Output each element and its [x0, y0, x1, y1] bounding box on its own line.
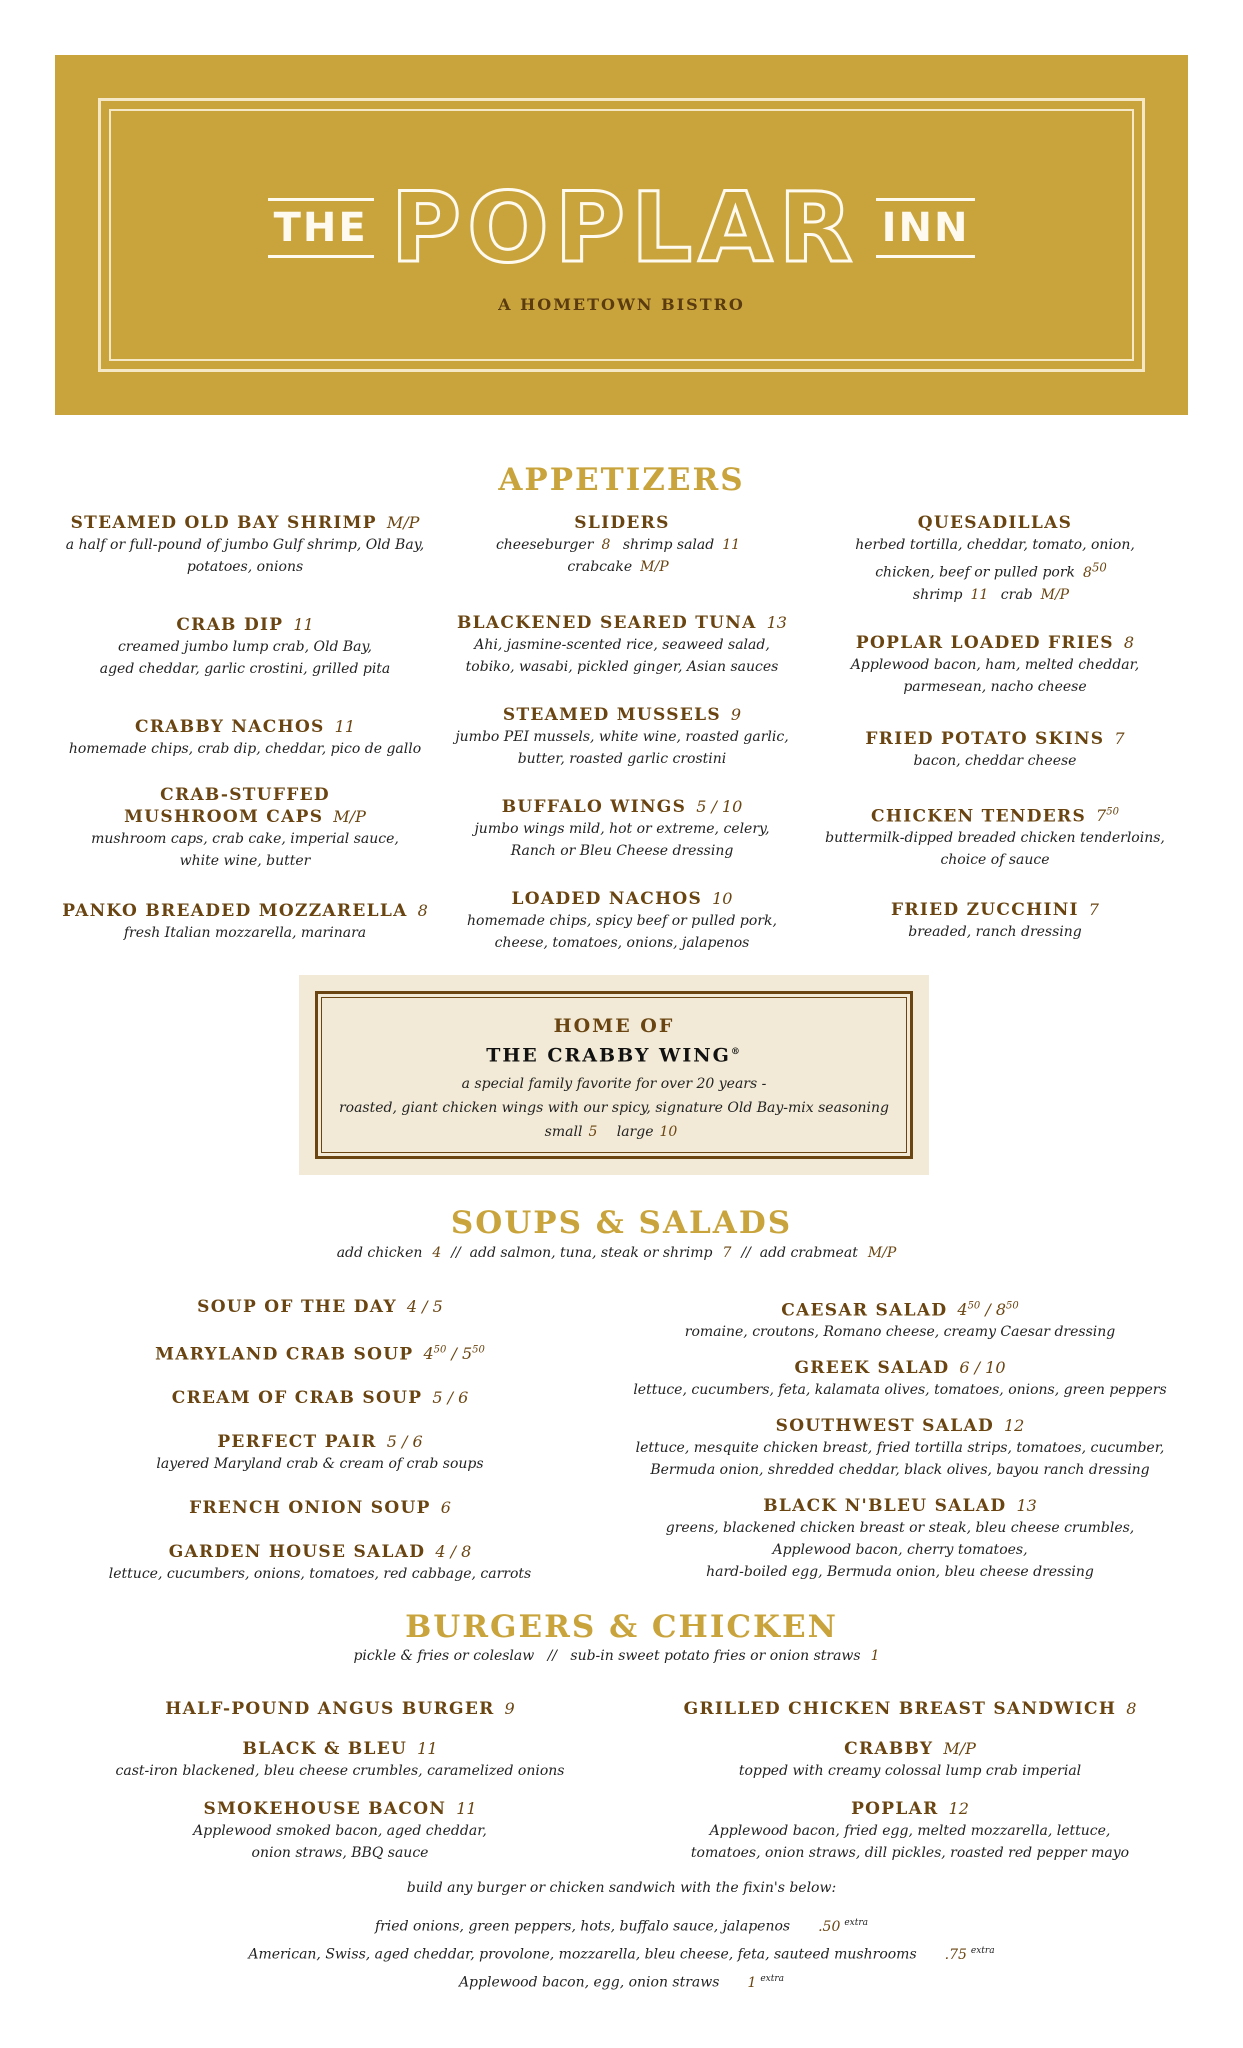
item-name: CREAM OF CRAB SOUP — [171, 1388, 423, 1409]
item-desc: choice of sauce — [940, 851, 1050, 868]
addon-price: 7 — [722, 1245, 732, 1261]
item-name: SOUP OF THE DAY — [197, 1297, 397, 1317]
item-name: QUESADILLAS — [917, 513, 1073, 533]
menu-item — [620, 1296, 1180, 1343]
logo — [55, 172, 1188, 284]
appetizers-title: APPETIZERS — [498, 462, 745, 498]
menu-item — [650, 1698, 1170, 1720]
item-price: 11 — [293, 615, 314, 634]
menu-item — [60, 900, 430, 944]
item-name: GARDEN HOUSE SALAD — [168, 1542, 426, 1563]
menu-item — [80, 1738, 600, 1782]
item-name: LOADED NACHOS — [511, 889, 703, 909]
slider-option: cheeseburger — [495, 537, 594, 553]
fixins-row — [0, 1946, 1243, 1963]
item-desc: lettuce, mesquite chicken breast, fried tortilla strips, tomatoes, cucumber, — [635, 1440, 1165, 1457]
slider-option: shrimp salad — [622, 537, 715, 553]
item-name: CRAB DIP — [176, 615, 284, 635]
soups-right-col — [620, 1296, 1180, 1583]
fixin-options: fried onions, green peppers, hots, buffalo sauce, jalapenos — [374, 1918, 791, 1935]
item-name: BLACKENED SEARED TUNA — [457, 613, 757, 633]
menu-item — [60, 512, 430, 578]
item-desc: topped with creamy colossal lump crab imperial — [738, 1763, 1082, 1779]
item-price: 12 — [1004, 1416, 1025, 1436]
size-label: large — [616, 1124, 654, 1141]
menu-item — [810, 728, 1180, 772]
item-name: CAESAR SALAD — [781, 1300, 948, 1321]
separator: // — [741, 1245, 751, 1261]
fixin-price: 1 — [747, 1974, 757, 1991]
item-price: 7 — [1114, 728, 1125, 748]
side-info: pickle & fries or coleslaw — [353, 1648, 535, 1664]
menu-item — [100, 1387, 540, 1409]
item-price — [1096, 806, 1119, 825]
menu-item — [440, 512, 804, 578]
size-price: 5 — [588, 1124, 598, 1141]
addon-price: 4 — [432, 1245, 442, 1261]
fixin-price: .75 — [944, 1946, 967, 1963]
item-price: 4 / 5 — [406, 1297, 443, 1316]
sliders-line-2 — [440, 556, 804, 578]
registered-mark: ® — [730, 1047, 742, 1057]
fixins-row — [0, 1918, 1243, 1935]
item-price: 5 / 6 — [432, 1388, 469, 1408]
item-desc: layered Maryland crab & cream of crab soups — [156, 1456, 484, 1473]
item-desc: bacon, cheddar cheese — [913, 752, 1077, 769]
addon-label: add chicken — [336, 1245, 423, 1261]
soups-addons — [0, 1245, 1243, 1261]
item-desc: potatoes, onions — [186, 559, 304, 575]
item-desc: breaded, ranch dressing — [908, 923, 1082, 940]
menu-item — [440, 704, 804, 770]
price-main: 4 — [423, 1344, 434, 1364]
crabby-wing-desc: roasted, giant chicken wings with our spicy, signature Old Bay-mix seasoning — [338, 1100, 890, 1117]
menu-item — [100, 1541, 540, 1585]
header-banner — [55, 55, 1188, 415]
item-price: 10 — [712, 889, 733, 908]
item-desc: cast-iron blackened, bleu cheese crumbles, caramelized onions — [115, 1763, 565, 1779]
price-main: 8 — [1083, 564, 1092, 581]
logo-name: POPLAR — [390, 172, 859, 284]
item-name: POPLAR — [851, 1799, 939, 1819]
menu-item — [620, 1495, 1180, 1583]
item-name: PANKO BREADED MOZZARELLA — [62, 901, 408, 921]
menu-item — [440, 612, 804, 678]
appetizers-col-1 — [60, 512, 430, 944]
crabby-wing-content — [299, 1013, 929, 1144]
item-name: FRIED ZUCCHINI — [891, 899, 1079, 920]
option: crab — [1000, 586, 1033, 603]
item-name: CRABBY NACHOS — [134, 717, 325, 737]
item-name: SMOKEHOUSE BACON — [203, 1799, 447, 1819]
menu-item — [440, 796, 804, 862]
tagline: A HOMETOWN BISTRO — [498, 295, 745, 314]
item-desc: creamed jumbo lump crab, Old Bay, — [117, 639, 373, 655]
item-name: BLACK & BLEU — [242, 1739, 408, 1759]
price-cents: 50 — [967, 1301, 981, 1312]
appetizers-col-2 — [440, 512, 804, 954]
fixins-row — [0, 1974, 1243, 1991]
crabby-wing-title: THE CRABBY WING — [486, 1044, 731, 1067]
menu-item — [80, 1698, 600, 1720]
menu-item — [650, 1738, 1170, 1782]
item-desc: hard-boiled egg, Bermuda onion, bleu cheese dressing — [706, 1564, 1094, 1581]
item-desc: jumbo PEI mussels, white wine, roasted garlic, — [455, 729, 789, 745]
burgers-right-col — [650, 1698, 1170, 1864]
burgers-sides — [0, 1648, 1243, 1664]
fixins-intro: build any burger or chicken sandwich with the fixin's below: — [406, 1880, 837, 1896]
item-desc: lettuce, cucumbers, onions, tomatoes, red cabbage, carrots — [108, 1566, 532, 1583]
fixin-extra: extra — [760, 1974, 785, 1984]
item-name: FRENCH ONION SOUP — [189, 1498, 431, 1519]
menu-item — [60, 716, 430, 760]
price-cents: 50 — [472, 1345, 485, 1356]
side-price: 1 — [870, 1648, 880, 1664]
item-name: GRILLED CHICKEN BREAST SANDWICH — [683, 1699, 1117, 1719]
item-price: M/P — [386, 513, 420, 532]
item-desc: Bermuda onion, shredded cheddar, black olives, bayou ranch dressing — [650, 1462, 1150, 1479]
menu-item — [810, 899, 1180, 943]
menu-item — [620, 1415, 1180, 1481]
size-price: 10 — [659, 1124, 678, 1141]
option: shrimp — [912, 586, 963, 603]
fixin-price: .50 — [818, 1918, 841, 1935]
fixin-options: American, Swiss, aged cheddar, provolone, mozzarella, bleu cheese, feta, sauteed mushrooms — [248, 1946, 917, 1963]
item-desc: Applewood smoked bacon, aged cheddar, — [193, 1823, 487, 1839]
menu-item — [100, 1497, 540, 1519]
item-desc: Ranch or Bleu Cheese dressing — [510, 843, 734, 859]
item-desc: homemade chips, spicy beef or pulled pork, — [467, 913, 777, 929]
menu-item — [620, 1357, 1180, 1401]
quesadilla-line-2 — [810, 556, 1180, 584]
item-name: SLIDERS — [574, 513, 670, 533]
logo-the: THE — [268, 198, 374, 258]
menu-item — [440, 888, 804, 954]
item-desc: romaine, croutons, Romano cheese, creamy Caesar dressing — [684, 1324, 1116, 1341]
item-desc: lettuce, cucumbers, feta, kalamata olives, tomatoes, onions, green peppers — [633, 1382, 1167, 1399]
price-cents: 50 — [433, 1345, 447, 1356]
price-cents: 50 — [1106, 806, 1119, 818]
separator: // — [547, 1648, 558, 1664]
item-name: PERFECT PAIR — [217, 1432, 377, 1453]
item-price: 5 / 6 — [386, 1432, 423, 1452]
item-desc: Applewood bacon, ham, melted cheddar, — [850, 656, 1140, 673]
item-desc: tobiko, wasabi, pickled ginger, Asian sauces — [465, 659, 779, 675]
item-price: M/P — [943, 1739, 976, 1758]
menu-item — [650, 1798, 1170, 1864]
item-name: CRABBY — [844, 1739, 934, 1759]
item-desc: Applewood bacon, cherry tomatoes, — [772, 1542, 1028, 1559]
item-desc: cheese, tomatoes, onions, jalapenos — [494, 935, 750, 951]
soups-title: SOUPS & SALADS — [450, 1205, 793, 1241]
addon-label: add salmon, tuna, steak or shrimp — [469, 1245, 713, 1261]
sliders-line-1 — [440, 534, 804, 556]
fixin-extra: extra — [970, 1946, 995, 1956]
addon-label: add crabmeat — [759, 1245, 858, 1261]
item-price: 13 — [766, 613, 787, 632]
item-price: 6 — [440, 1498, 451, 1518]
item-name: CHICKEN TENDERS — [871, 805, 1087, 826]
slider-price: 11 — [722, 537, 741, 553]
item-price: 12 — [948, 1799, 969, 1818]
item-price: 6 / 10 — [959, 1358, 1006, 1378]
price-main: / 5 — [446, 1344, 473, 1364]
slider-price: 8 — [601, 537, 611, 553]
item-desc: mushroom caps, crab cake, imperial sauce, — [91, 831, 399, 847]
fixin-options: Applewood bacon, egg, onion straws — [458, 1974, 720, 1991]
menu-item — [60, 614, 430, 680]
crabby-wing-desc: a special family favorite for over 20 years - — [461, 1076, 767, 1093]
item-name: MARYLAND CRAB SOUP — [155, 1344, 414, 1365]
item-name: FRIED POTATO SKINS — [865, 728, 1105, 749]
price-cents: 50 — [1006, 1301, 1019, 1312]
item-price: 9 — [730, 705, 742, 724]
menu-item — [100, 1296, 540, 1318]
slider-price: M/P — [640, 559, 669, 575]
item-price: 11 — [417, 1739, 438, 1758]
item-desc: parmesean, nacho cheese — [903, 678, 1087, 695]
item-name: HALF-POUND ANGUS BURGER — [165, 1699, 495, 1719]
item-price: 11 — [334, 717, 355, 736]
item-desc: aged cheddar, garlic crostini, grilled pita — [99, 661, 391, 677]
logo-inn: INN — [876, 198, 976, 258]
item-name: SOUTHWEST SALAD — [775, 1416, 994, 1437]
item-desc: butter, roasted garlic crostini — [517, 751, 727, 767]
menu-item — [810, 512, 1180, 606]
side-info: sub-in sweet potato fries or onion straws — [570, 1648, 861, 1664]
item-name: BUFFALO WINGS — [501, 797, 687, 817]
item-desc: Applewood bacon, fried egg, melted mozzarella, lettuce, — [709, 1823, 1111, 1839]
item-name: STEAMED OLD BAY SHRIMP — [70, 513, 377, 533]
item-price: 13 — [1016, 1496, 1037, 1516]
item-price — [957, 1300, 1018, 1319]
item-desc: greens, blackened chicken breast or steak, bleu cheese crumbles, — [665, 1520, 1135, 1537]
item-desc: white wine, butter — [179, 853, 311, 869]
crabby-wing-heading-1: HOME OF — [553, 1015, 675, 1037]
item-price: 9 — [504, 1699, 515, 1718]
item-price: 8 — [417, 901, 428, 920]
item-name-2: MUSHROOM CAPS — [124, 807, 324, 827]
price-cents: 50 — [1091, 560, 1107, 574]
price-main: 7 — [1096, 805, 1107, 825]
burgers-left-col — [80, 1698, 600, 1864]
item-desc: fresh Italian mozzarella, marinara — [123, 925, 367, 941]
crabby-wing-heading-2 — [299, 1039, 929, 1068]
item-price: 8 — [1126, 1699, 1137, 1718]
slider-option: crabcake — [567, 559, 633, 575]
option-price: 11 — [970, 586, 989, 603]
crabby-wing-box — [299, 975, 929, 1175]
item-desc: homemade chips, crab dip, cheddar, pico de gallo — [68, 741, 422, 757]
item-desc: buttermilk-dipped breaded chicken tenderloins, — [825, 829, 1165, 846]
item-price: 4 / 8 — [435, 1542, 472, 1562]
item-price: 8 — [1123, 632, 1135, 652]
crabby-wing-sizes — [299, 1120, 929, 1144]
item-name: GREEK SALAD — [794, 1358, 950, 1379]
quesadilla-line-3 — [810, 584, 1180, 606]
item-price: M/P — [333, 807, 366, 826]
item-price: 7 — [1088, 899, 1099, 919]
burgers-title: BURGERS & CHICKEN — [405, 1609, 838, 1645]
item-desc: onion straws, BBQ sauce — [251, 1845, 429, 1861]
item-desc: tomatoes, onion straws, dill pickles, roasted red pepper mayo — [690, 1845, 1130, 1861]
item-price: 5 / 10 — [696, 797, 743, 816]
item-price — [1083, 560, 1107, 581]
addon-price: M/P — [867, 1245, 897, 1261]
item-price: 11 — [456, 1799, 477, 1818]
item-name: CRAB-STUFFED — [160, 785, 330, 805]
item-desc: a half or full-pound of jumbo Gulf shrimp, Old Bay, — [65, 537, 425, 553]
item-name: STEAMED MUSSELS — [502, 705, 721, 725]
item-name: POPLAR LOADED FRIES — [855, 632, 1114, 653]
separator: // — [451, 1245, 461, 1261]
menu-item — [810, 802, 1180, 871]
item-desc: Ahi, jasmine-scented rice, seaweed salad, — [474, 637, 770, 653]
price-main: / 8 — [980, 1300, 1007, 1320]
option-price: M/P — [1040, 586, 1070, 603]
menu-item — [100, 1431, 540, 1475]
fixin-extra: extra — [844, 1918, 869, 1928]
menu-item — [100, 1340, 540, 1365]
menu-item — [810, 632, 1180, 698]
size-label: small — [544, 1124, 583, 1141]
appetizers-col-3 — [810, 512, 1180, 943]
item-price — [423, 1344, 484, 1363]
soups-left-col — [100, 1296, 540, 1585]
item-desc: chicken, beef or pulled pork — [875, 564, 1076, 581]
item-desc: jumbo wings mild, hot or extreme, celery, — [474, 821, 770, 837]
item-name: BLACK N'BLEU SALAD — [763, 1496, 1007, 1517]
menu-item — [80, 1798, 600, 1864]
price-main: 4 — [957, 1300, 968, 1320]
item-desc: herbed tortilla, cheddar, tomato, onion, — [855, 537, 1135, 553]
menu-item — [60, 784, 430, 872]
